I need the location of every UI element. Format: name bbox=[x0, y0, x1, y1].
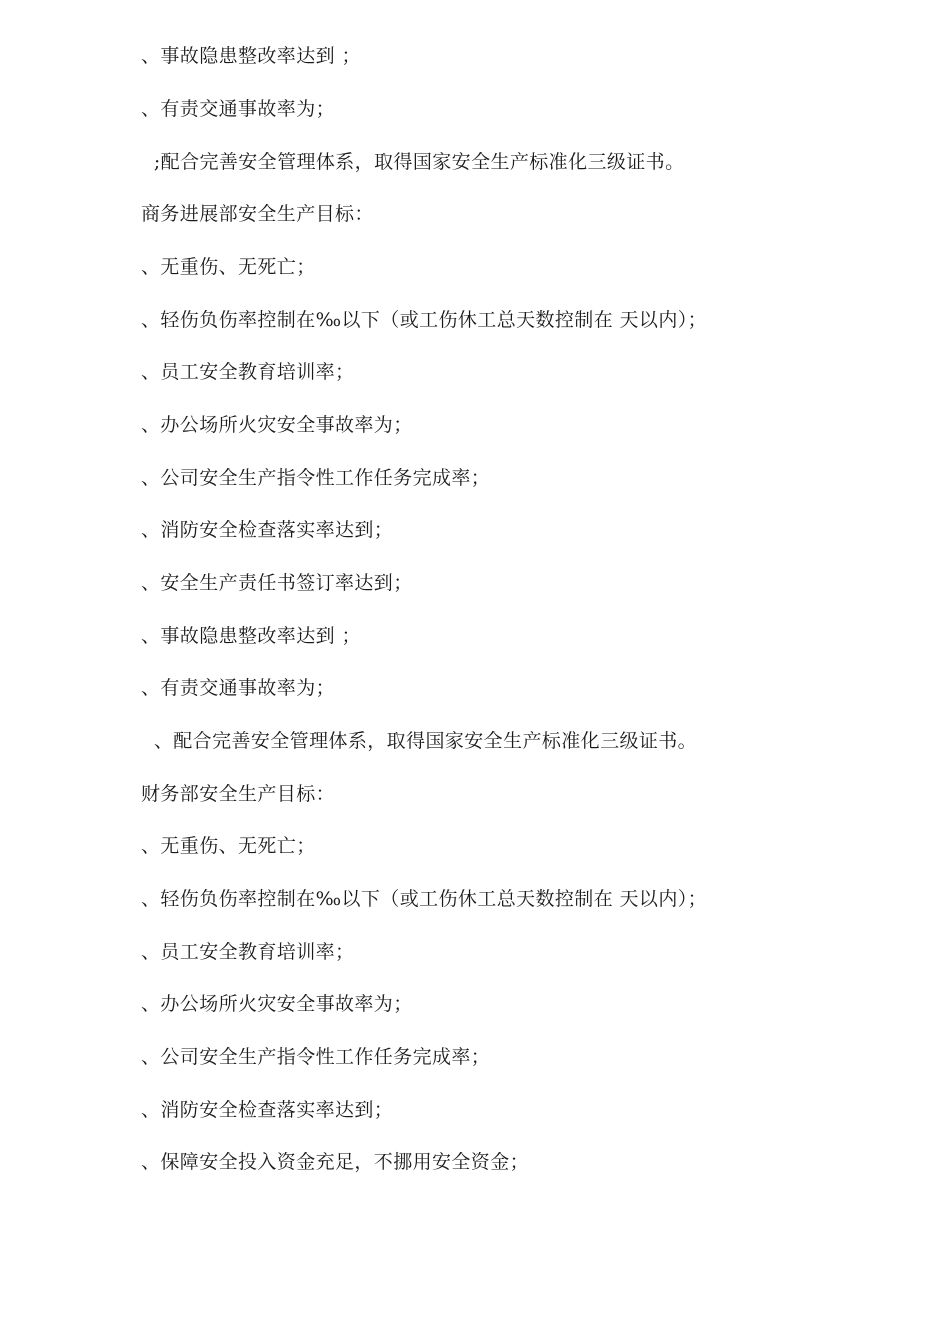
text-line: 、消防安全检查落实率达到； bbox=[141, 1099, 394, 1121]
section-heading: 商务进展部安全生产目标： bbox=[141, 203, 374, 225]
text-line: 、无重伤、无死亡； bbox=[141, 256, 316, 278]
text-line: 、公司安全生产指令性工作任务完成率； bbox=[141, 1046, 491, 1068]
text-line: 、事故隐患整改率达到 ； bbox=[141, 45, 361, 67]
text-line: 、无重伤、无死亡； bbox=[141, 835, 316, 857]
text-line: 、保障安全投入资金充足，不挪用安全资金； bbox=[141, 1151, 530, 1173]
text-line: 、轻伤负伤率控制在‰以下（或工伤休工总天数控制在 天以内）； bbox=[141, 309, 708, 331]
text-line: 、有责交通事故率为； bbox=[141, 98, 336, 120]
text-line: 、公司安全生产指令性工作任务完成率； bbox=[141, 467, 491, 489]
section-heading: 财务部安全生产目标： bbox=[141, 783, 336, 805]
text-line: 、轻伤负伤率控制在‰以下（或工伤休工总天数控制在 天以内）； bbox=[141, 888, 708, 910]
text-line: 、配合完善安全管理体系，取得国家安全生产标准化三级证书。 bbox=[141, 730, 698, 752]
text-line: 、办公场所火灾安全事故率为； bbox=[141, 414, 413, 436]
text-line: 、有责交通事故率为； bbox=[141, 677, 336, 699]
text-line: 、安全生产责任书签订率达到； bbox=[141, 572, 413, 594]
text-line: 、员工安全教育培训率； bbox=[141, 941, 355, 963]
text-line: 、员工安全教育培训率； bbox=[141, 361, 355, 383]
text-line: 、消防安全检查落实率达到； bbox=[141, 519, 394, 541]
text-line: 、事故隐患整改率达到 ； bbox=[141, 625, 361, 647]
text-line: 、办公场所火灾安全事故率为； bbox=[141, 993, 413, 1015]
text-line: ;配合完善安全管理体系，取得国家安全生产标准化三级证书。 bbox=[141, 151, 685, 173]
